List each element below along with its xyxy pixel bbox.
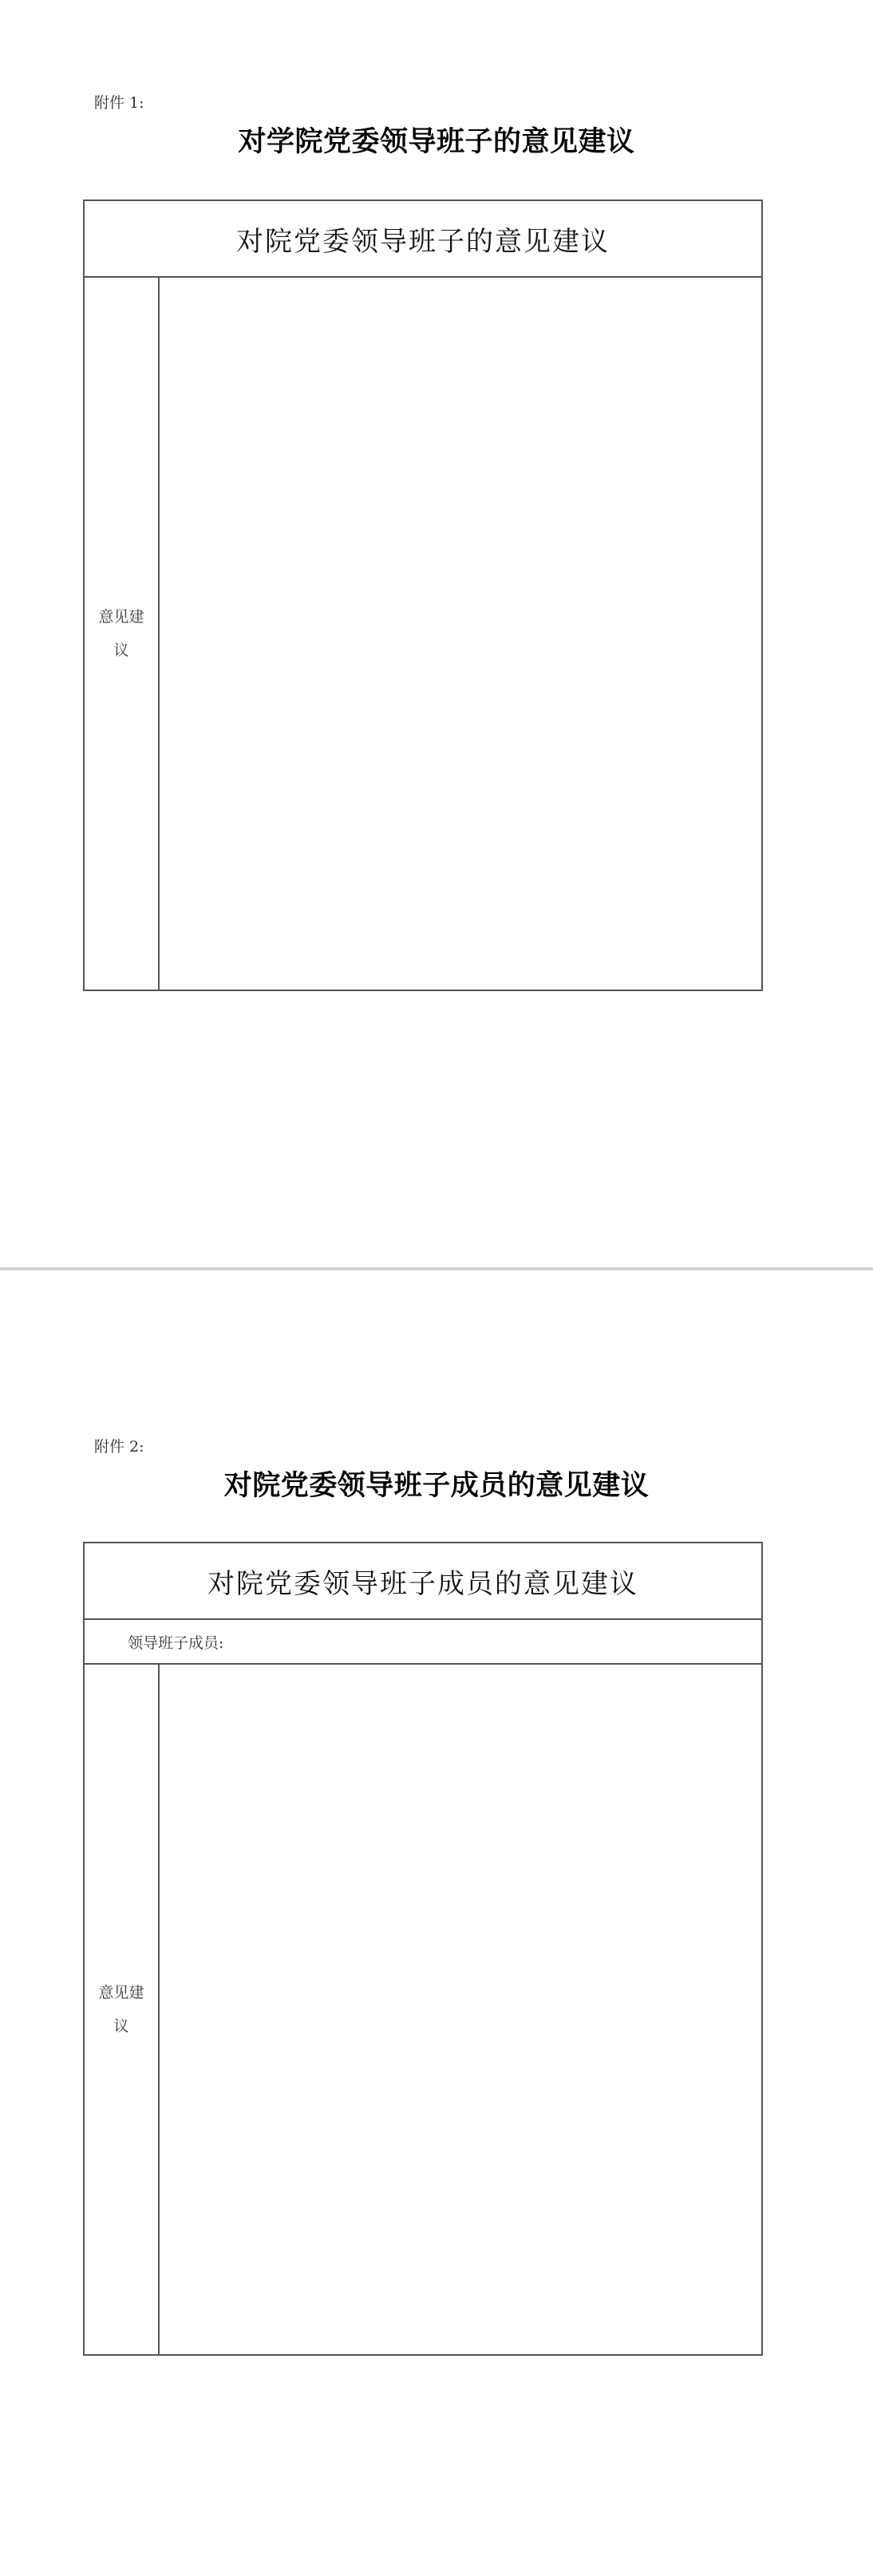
opinion-label: 意见建议 [98, 1984, 144, 2035]
opinion-table [83, 200, 763, 991]
opinion-table [83, 1542, 763, 2356]
opinion-input-area[interactable] [160, 278, 761, 990]
annex-label: 附件 1: [94, 94, 144, 112]
document-title: 对院党委领导班子成员的意见建议 [223, 1469, 650, 1502]
page-1 [0, 0, 873, 1267]
label-cell [85, 1665, 160, 2354]
document-title: 对学院党委领导班子的意见建议 [238, 125, 635, 158]
table-header: 对院党委领导班子成员的意见建议 [85, 1543, 761, 1620]
table-header: 对院党委领导班子的意见建议 [85, 201, 761, 278]
page-2 [0, 1270, 873, 2576]
member-label: 领导班子成员: [128, 1634, 224, 1652]
opinion-input-area[interactable] [160, 1665, 761, 2354]
annex-label: 附件 2: [94, 1438, 144, 1456]
opinion-label: 意见建议 [98, 608, 144, 659]
label-cell [85, 278, 160, 990]
member-row[interactable] [85, 1620, 761, 1665]
